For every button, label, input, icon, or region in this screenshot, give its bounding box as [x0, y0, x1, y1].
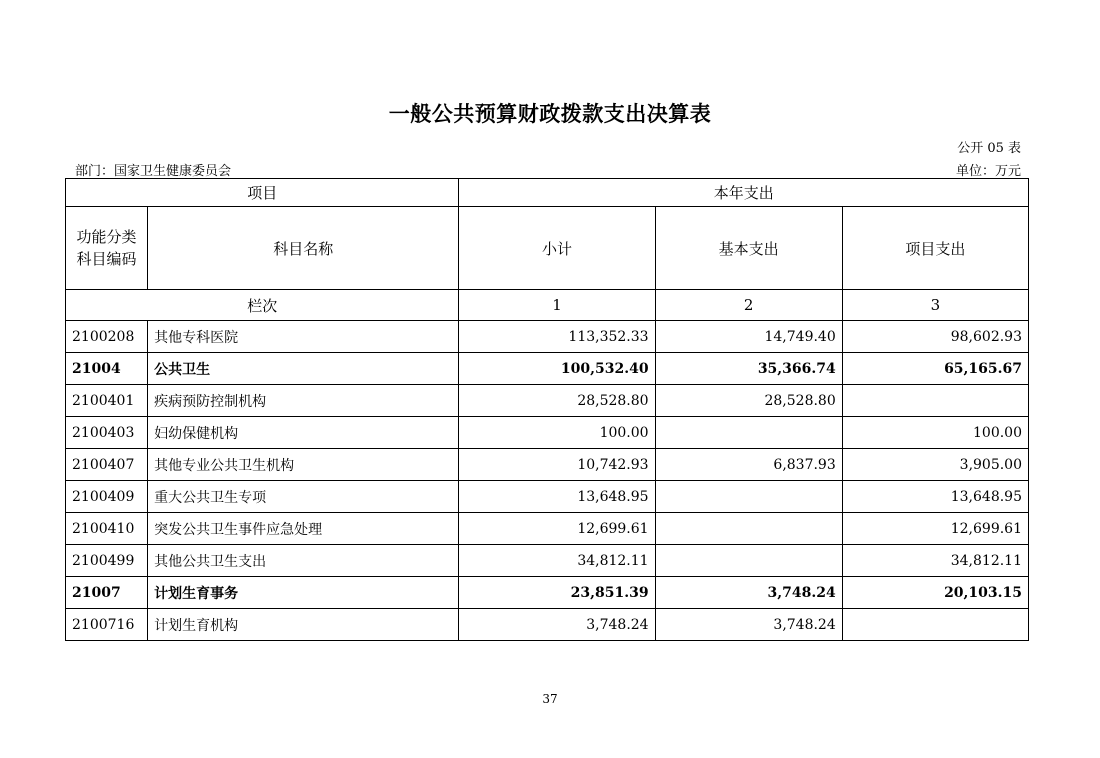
table-row — [66, 545, 1029, 577]
header-row-group — [66, 179, 1029, 207]
row-subtotal: 28,528.80 — [459, 385, 655, 417]
table-row — [66, 321, 1029, 353]
row-subtotal: 12,699.61 — [459, 513, 655, 545]
header-basic: 基本支出 — [655, 207, 842, 290]
table-row — [66, 417, 1029, 449]
table-body — [66, 321, 1029, 641]
header-subtotal: 小计 — [459, 207, 655, 290]
row-basic: 14,749.40 — [655, 321, 842, 353]
row-name: 重大公共卫生专项 — [148, 481, 459, 513]
header-current-year-expense: 本年支出 — [459, 179, 1029, 207]
expense-table — [65, 178, 1029, 641]
row-code: 2100499 — [66, 545, 148, 577]
row-project: 3,905.00 — [842, 449, 1028, 481]
row-project — [842, 385, 1028, 417]
unit-label: 单位：万元 — [955, 164, 1021, 179]
row-subtotal: 113,352.33 — [459, 321, 655, 353]
row-code: 2100716 — [66, 609, 148, 641]
row-code: 2100401 — [66, 385, 148, 417]
row-code: 2100407 — [66, 449, 148, 481]
header-col-1: 1 — [459, 290, 655, 321]
row-basic — [655, 481, 842, 513]
row-basic — [655, 545, 842, 577]
row-basic: 6,837.93 — [655, 449, 842, 481]
row-basic — [655, 513, 842, 545]
row-project: 98,602.93 — [842, 321, 1028, 353]
row-project: 65,165.67 — [842, 353, 1028, 385]
row-code: 2100208 — [66, 321, 148, 353]
row-subtotal: 13,648.95 — [459, 481, 655, 513]
header-col-2: 2 — [655, 290, 842, 321]
row-project: 13,648.95 — [842, 481, 1028, 513]
row-basic: 3,748.24 — [655, 609, 842, 641]
row-subtotal: 100.00 — [459, 417, 655, 449]
row-name: 计划生育机构 — [148, 609, 459, 641]
table-row — [66, 577, 1029, 609]
header-project: 项目支出 — [842, 207, 1028, 290]
row-basic: 3,748.24 — [655, 577, 842, 609]
row-code: 2100409 — [66, 481, 148, 513]
department-label: 部门：国家卫生健康委员会 — [75, 164, 232, 179]
row-basic: 28,528.80 — [655, 385, 842, 417]
table-row — [66, 449, 1029, 481]
row-subtotal: 34,812.11 — [459, 545, 655, 577]
row-basic: 35,366.74 — [655, 353, 842, 385]
row-project: 20,103.15 — [842, 577, 1028, 609]
table-row — [66, 513, 1029, 545]
row-code: 21007 — [66, 577, 148, 609]
row-name: 其他专科医院 — [148, 321, 459, 353]
row-subtotal: 100,532.40 — [459, 353, 655, 385]
row-code: 2100410 — [66, 513, 148, 545]
row-name: 其他专业公共卫生机构 — [148, 449, 459, 481]
header-item: 项目 — [66, 179, 459, 207]
header-row-columns — [66, 207, 1029, 290]
row-code: 21004 — [66, 353, 148, 385]
row-project: 100.00 — [842, 417, 1028, 449]
row-project: 34,812.11 — [842, 545, 1028, 577]
row-code: 2100403 — [66, 417, 148, 449]
row-name: 计划生育事务 — [148, 577, 459, 609]
row-basic — [655, 417, 842, 449]
row-subtotal: 10,742.93 — [459, 449, 655, 481]
header-row-column-index — [66, 290, 1029, 321]
header-col-3: 3 — [842, 290, 1028, 321]
row-name: 疾病预防控制机构 — [148, 385, 459, 417]
row-subtotal: 23,851.39 — [459, 577, 655, 609]
row-project: 12,699.61 — [842, 513, 1028, 545]
row-name: 突发公共卫生事件应急处理 — [148, 513, 459, 545]
table-row — [66, 385, 1029, 417]
row-name: 公共卫生 — [148, 353, 459, 385]
header-name: 科目名称 — [148, 207, 459, 290]
row-name: 其他公共卫生支出 — [148, 545, 459, 577]
row-project — [842, 609, 1028, 641]
report-title: 一般公共预算财政拨款支出决算表 — [388, 102, 712, 126]
table-row — [66, 353, 1029, 385]
table-row — [66, 609, 1029, 641]
table-row — [66, 481, 1029, 513]
header-code: 功能分类科目编码 — [66, 207, 148, 290]
row-name: 妇幼保健机构 — [148, 417, 459, 449]
form-number: 公开 05 表 — [957, 141, 1021, 156]
row-subtotal: 3,748.24 — [459, 609, 655, 641]
page-number: 37 — [542, 692, 558, 706]
header-column-label: 栏次 — [66, 290, 459, 321]
